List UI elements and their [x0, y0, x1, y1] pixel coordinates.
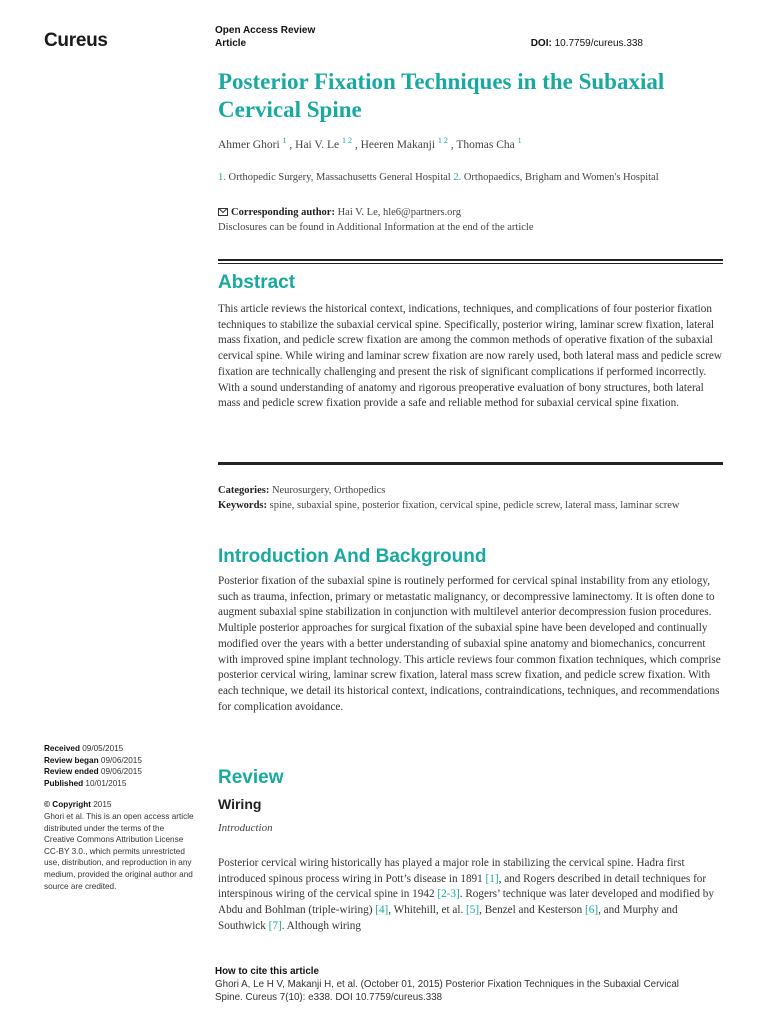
review-heading: Review	[218, 767, 284, 788]
wiring-text-part: , and Murphy and Southwick	[218, 904, 678, 932]
author-name[interactable]: Thomas Cha	[456, 138, 515, 151]
doi-value[interactable]: 10.7759/cureus.338	[554, 38, 643, 49]
categories-keywords	[218, 483, 723, 513]
author-list: Ahmer Ghori $^1$ , Hai V. Le $^{1 2}$ , Heeren Makanji $^{1 2}$ , Thomas Cha $^1$	[218, 136, 522, 151]
author-affiliation: 1	[517, 136, 522, 145]
author-affiliation: 1	[282, 136, 287, 145]
introduction-text: Posterior fixation of the subaxial spine is routinely performed for cervical spinal instability from any etiology, such as trauma, infection, primary or metastatic malignancy, or decompressive laminectomy. It is often done to augment subaxial spine stabilization in conjunction with multilevel anterior decompression fusion procedures. Multiple posterior approaches for surgical fixation of the subaxial spine have been developed and continually modified over the years with a better understanding of subaxial spine anatomy and biomechanics, concurrent with improved spine implant technology. This article reviews four common fixation techniques, which comprise posterior cervical wiring, laminar screw fixation, lateral mass screw fixation, and pedicle screw fixation. With each technique, we detail its historical context, indications, contraindications, techniques, and recommendations for complication avoidance.	[218, 575, 721, 713]
citation-link[interactable]: [2-3]	[437, 888, 460, 901]
wiring-text-part: . Although wiring	[281, 919, 361, 932]
article-type	[215, 24, 315, 50]
wiring-text	[218, 856, 723, 935]
affiliations	[218, 172, 659, 183]
received-label: Received	[44, 744, 80, 753]
disclosure-note: Disclosures can be found in Additional Information at the end of the article	[218, 222, 534, 233]
section-divider	[218, 462, 723, 465]
article-type-line1: Open Access Review	[215, 25, 316, 36]
article-title: Posterior Fixation Techniques in the Subaxial Cervical Spine	[218, 69, 665, 122]
doi-label: DOI:	[530, 38, 552, 49]
section-divider	[218, 259, 723, 261]
how-to-cite	[215, 965, 705, 1004]
wiring-text-part: , and Rogers described in detail techniques for interspinous wiring of the cervical spine in 1942	[218, 872, 707, 901]
wiring-text-part: , Whitehill, et al.	[388, 904, 467, 917]
keywords-value: spine, subaxial spine, posterior fixation, cervical spine, pedicle screw, lateral mass, laminar screw	[269, 500, 680, 511]
abstract-heading: Abstract	[218, 272, 296, 293]
journal-logo[interactable]: Cureus	[44, 30, 108, 51]
mail-icon	[218, 208, 228, 216]
citation-link[interactable]: [4]	[375, 904, 389, 917]
copyright-label: © Copyright	[44, 800, 91, 810]
article-type-line2: Article	[215, 38, 247, 49]
received-date: 09/05/2015	[82, 744, 124, 753]
wiring-text-part: , Benzel and Kesterson	[479, 904, 586, 917]
license-text: Ghori et al. This is an open access article distributed under the terms of the Creative Commons Attribution License CC-BY 3.0., which permits unrestricted use, distribution, and reproduction in any medium, provided the original author and source are credited.	[44, 811, 194, 891]
cite-text: Ghori A, Le H V, Makanji H, et al. (October 01, 2015) Posterior Fixation Techniques in the Subaxial Cervical Spine. Cureus 7(10): e338. DOI 10.7759/cureus.338	[215, 979, 679, 1003]
review-began-date: 09/06/2015	[100, 755, 142, 765]
review-ended-date: 09/06/2015	[100, 767, 142, 777]
affiliation-text: Orthopaedics, Brigham and Women's Hospital	[463, 172, 659, 183]
citation-link[interactable]: [6]	[585, 904, 599, 917]
categories-label: Categories:	[218, 485, 270, 496]
copyright-year: 2015	[93, 800, 112, 810]
author-name[interactable]: Ahmer Ghori	[218, 138, 280, 151]
abstract-text: This article reviews the historical context, indications, techniques, and complications of four posterior fixation techniques to stabilize the subaxial cervical spine. Specifically, posterior wiring, laminar screw fixation, lateral mass fixation, and pedicle screw fixation are among the common methods of operative fixation of the subaxial cervical spine. While wiring and laminar screw fixation are now rarely used, both lateral mass and pedicle screw fixation are technically challenging and present the risk of significant complications if performed incorrectly. With a sound understanding of anatomy and rigorous preoperative evaluation of bony structures, both lateral mass and pedicle screw fixation provide a safe and reliable method for subaxial cervical spine fixation.	[218, 303, 722, 410]
citation-link[interactable]: [7]	[268, 919, 282, 932]
author-name[interactable]: Heeren Makanji	[360, 138, 436, 151]
cite-label: How to cite this article	[215, 966, 319, 977]
affiliation-number: 2.	[453, 172, 462, 183]
introduction-heading: Introduction And Background	[218, 546, 487, 567]
wiring-text-part: Posterior cervical wiring historically has played a major role in stabilizing the cervical spine. Hadra first introduced spinous process wiring in Pott’s disease in 1891	[218, 857, 685, 885]
wiring-introduction-subheading: Introduction	[218, 822, 273, 834]
doi	[531, 38, 643, 49]
affiliation-text: Orthopedic Surgery, Massachusetts General Hospital	[228, 172, 451, 183]
published-label: Published	[44, 778, 84, 788]
corresponding-value[interactable]: Hai V. Le, hle6@partners.org	[337, 207, 461, 218]
citation-link[interactable]: [5]	[466, 904, 480, 917]
author-name[interactable]: Hai V. Le	[295, 138, 340, 151]
categories-value: Neurosurgery, Orthopedics	[271, 485, 386, 496]
corresponding-author	[218, 205, 534, 235]
affiliation-number: 1.	[218, 172, 226, 183]
corresponding-label: Corresponding author:	[231, 207, 335, 218]
wiring-heading: Wiring	[218, 796, 262, 812]
keywords-label: Keywords:	[218, 500, 267, 511]
published-date: 10/01/2015	[85, 778, 127, 788]
review-began-label: Review began	[44, 755, 99, 765]
citation-link[interactable]: [1]	[485, 872, 499, 885]
wiring-text-part: . Rogers’ technique was later developed and modified by Abdu and Bohlman (triple-wiring)	[218, 888, 714, 917]
author-affiliation: 1 2	[342, 136, 352, 145]
article-history-sidebar	[44, 743, 194, 892]
review-ended-label: Review ended	[44, 767, 99, 777]
author-affiliation: 1 2	[437, 136, 448, 145]
